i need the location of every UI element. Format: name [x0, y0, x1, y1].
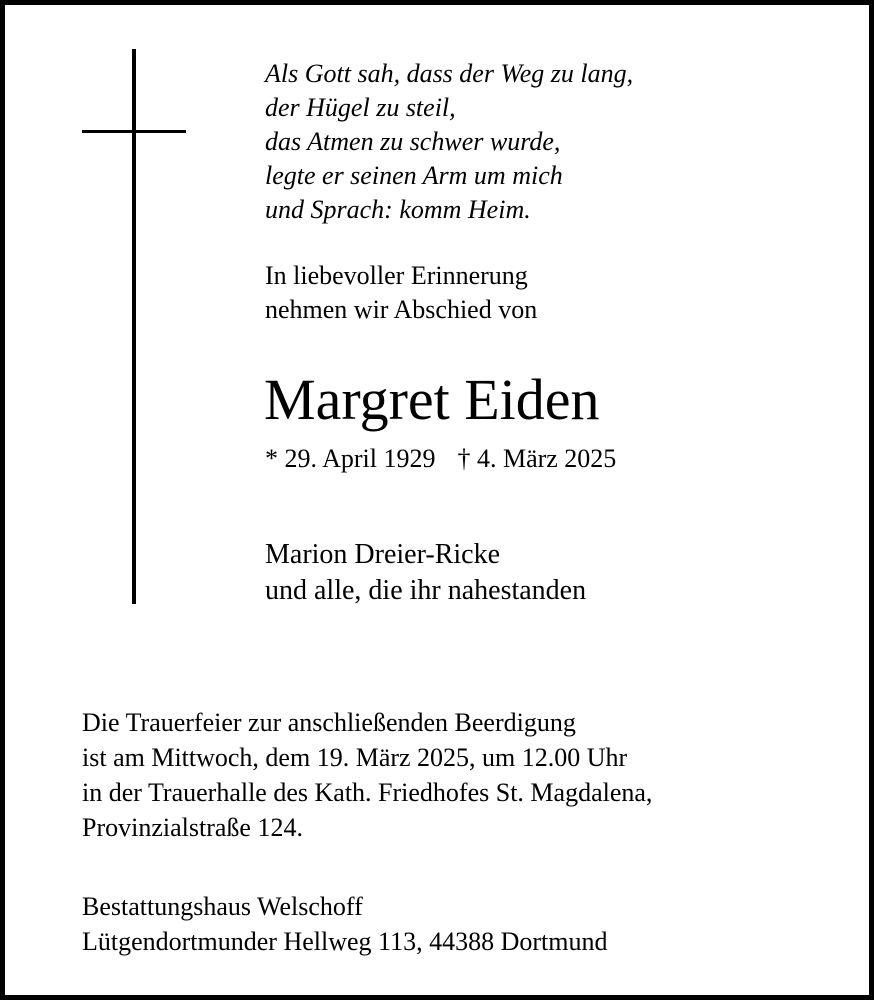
family-line: Marion Dreier-Ricke: [265, 539, 501, 570]
ceremony-line: Provinzialstraße 124.: [82, 813, 303, 842]
ceremony-line: ist am Mittwoch, dem 19. März 2025, um 12.00 Uhr: [82, 743, 628, 772]
poem-line: das Atmen zu schwer wurde,: [265, 127, 561, 156]
funeral-ceremony-details: [82, 705, 652, 845]
poem-line: und Sprach: komm Heim.: [265, 195, 531, 224]
funeral-home-address: Lütgendortmunder Hellweg 113, 44388 Dortmund: [82, 927, 608, 956]
remembrance-intro: [265, 259, 537, 327]
poem-line: Als Gott sah, dass der Weg zu lang,: [265, 59, 634, 88]
intro-line: nehmen wir Abschied von: [265, 295, 538, 324]
birth-date: * 29. April 1929: [265, 444, 436, 473]
funeral-home-name: Bestattungshaus Welschoff: [82, 892, 363, 921]
funeral-home-details: [82, 889, 607, 959]
poem: [265, 57, 633, 227]
deceased-name: Margret Eiden: [264, 367, 600, 432]
family-line: und alle, die ihr nahestanden: [265, 575, 587, 606]
cross-horizontal-bar: [82, 130, 186, 133]
poem-line: legte er seinen Arm um mich: [265, 161, 563, 190]
life-dates: [265, 441, 616, 477]
intro-line: In liebevoller Erinnerung: [265, 261, 528, 290]
ceremony-line: Die Trauerfeier zur anschließenden Beerdigung: [82, 708, 576, 737]
poem-line: der Hügel zu steil,: [265, 93, 456, 122]
mourning-family: [265, 537, 586, 609]
ceremony-line: in der Trauerhalle des Kath. Friedhofes St. Magdalena,: [82, 778, 653, 807]
death-date: † 4. März 2025: [457, 444, 617, 473]
